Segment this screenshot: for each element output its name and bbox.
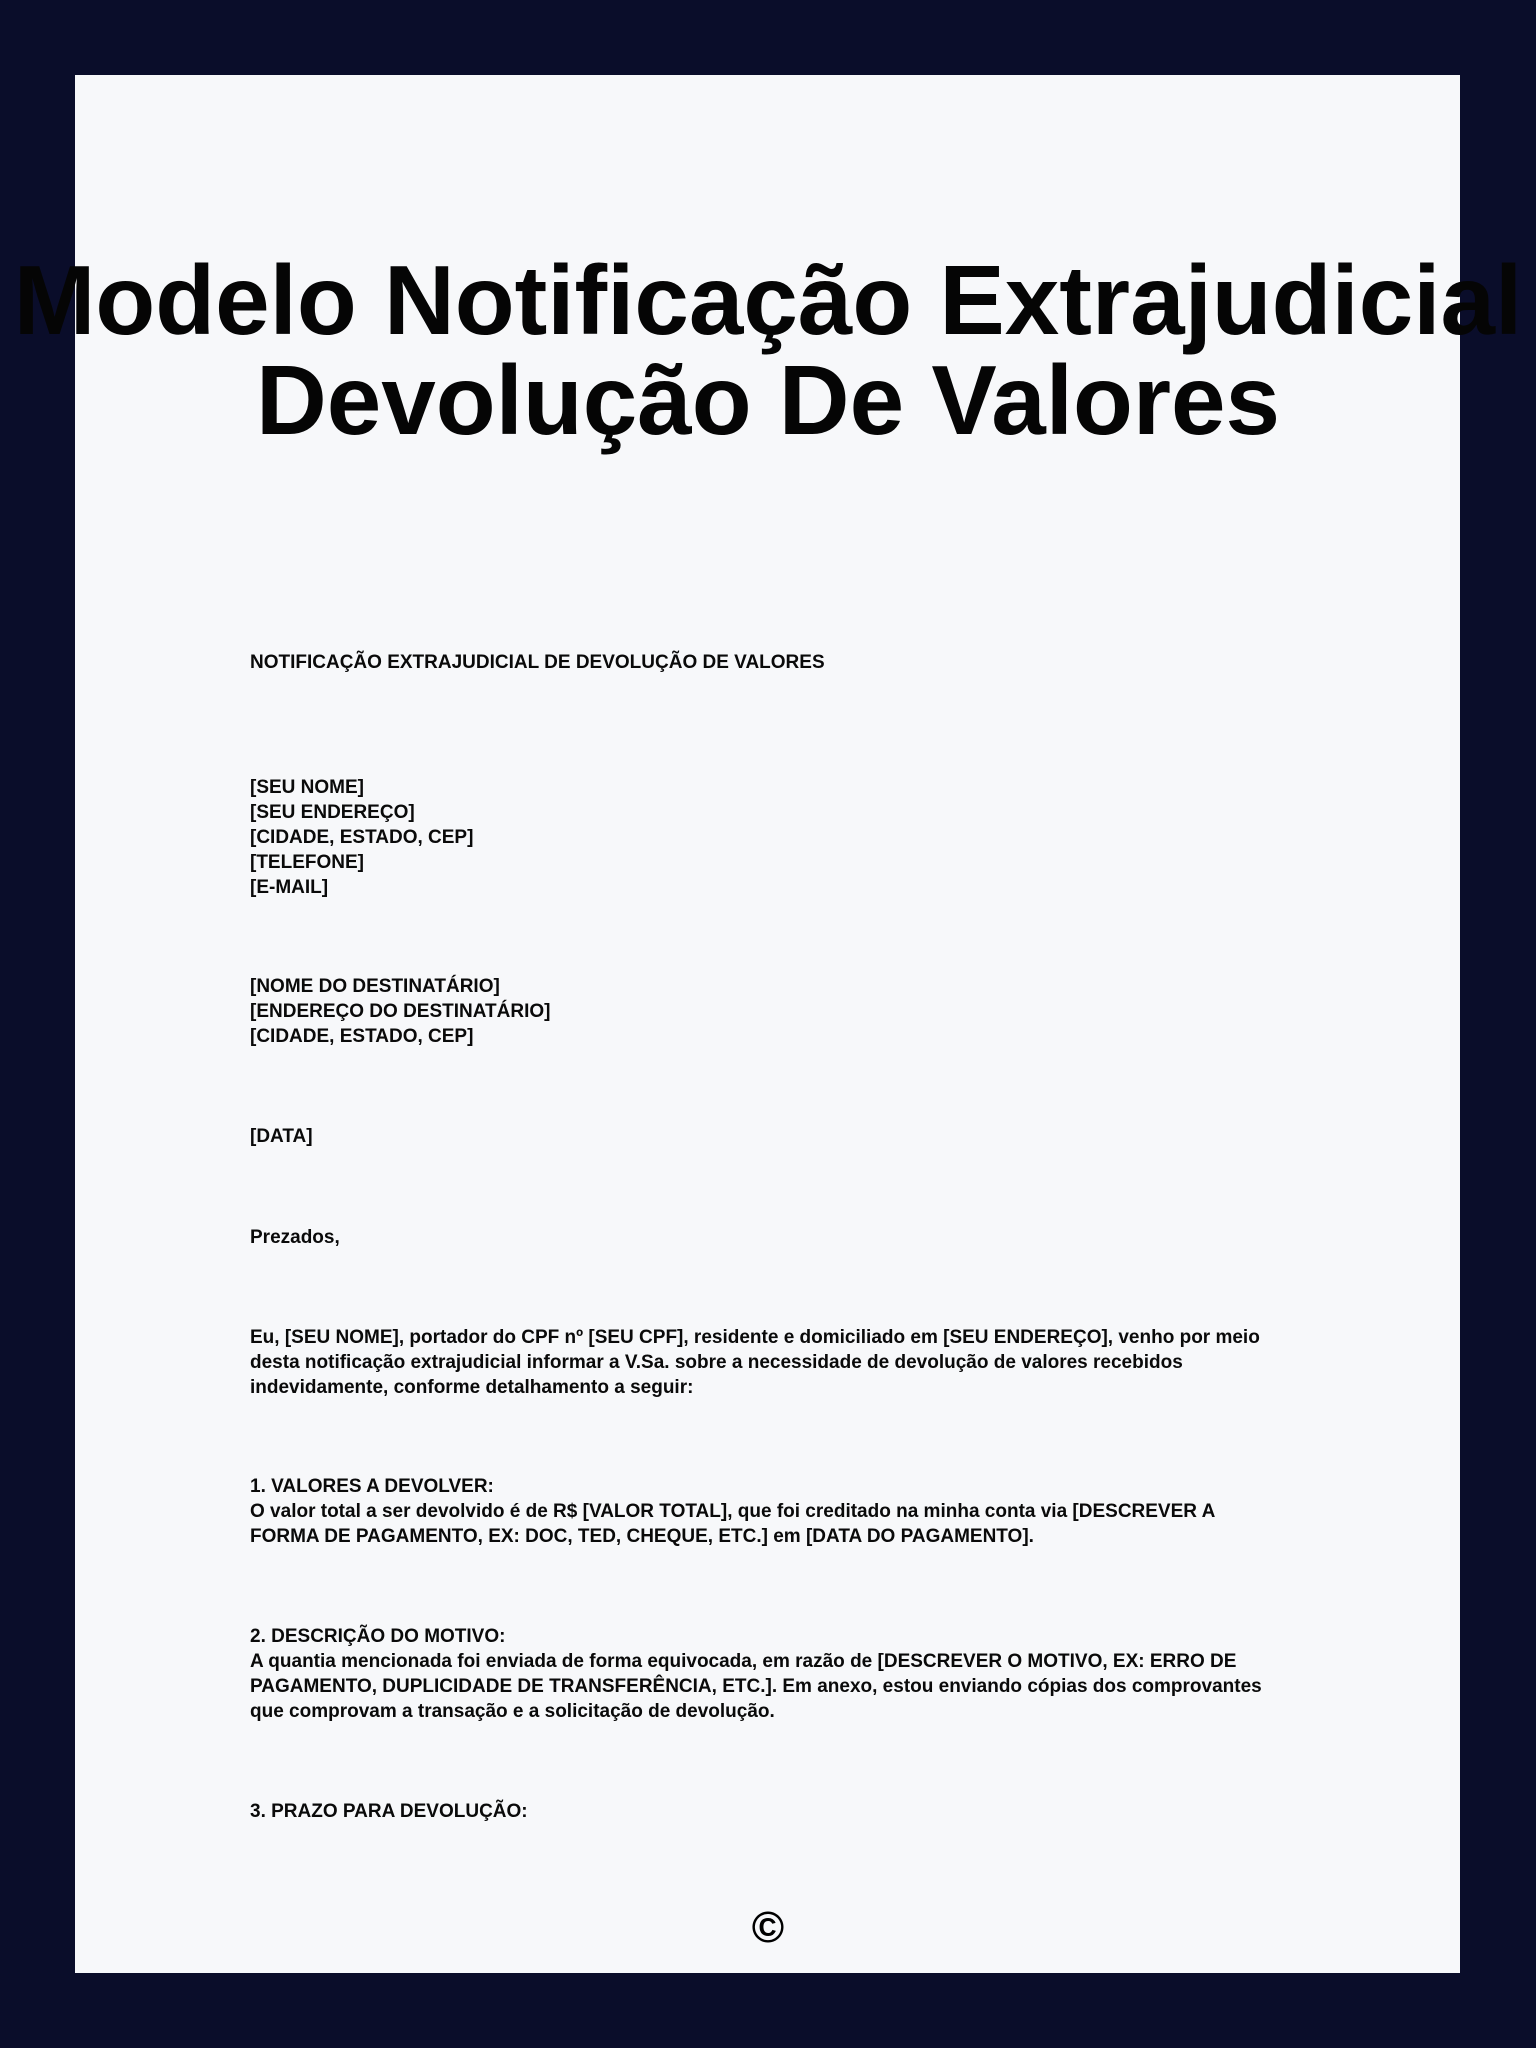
section-heading: 1. VALORES A DEVOLVER: [250, 1476, 494, 1497]
sender-city: [CIDADE, ESTADO, CEP] [250, 827, 474, 848]
recipient-block [250, 974, 1285, 1049]
date: [DATA] [250, 1126, 313, 1147]
section-heading: 3. PRAZO PARA DEVOLUÇÃO: [250, 1801, 528, 1822]
section-values [250, 1474, 1285, 1549]
sender-email: [E-MAIL] [250, 877, 329, 898]
sender-address: [SEU ENDEREÇO] [250, 802, 415, 823]
recipient-address: [ENDEREÇO DO DESTINATÁRIO] [250, 1001, 551, 1022]
section-heading: 2. DESCRIÇÃO DO MOTIVO: [250, 1626, 506, 1647]
sender-name: [SEU NOME] [250, 777, 364, 798]
sender-phone: [TELEFONE] [250, 852, 364, 873]
document-title: Modelo Notificação Extrajudicial Devolução De Valores [13, 245, 1523, 455]
sender-block [250, 775, 1285, 900]
section-body: A quantia mencionada foi enviada de forma equivocada, em razão de [DESCREVER O MOTIVO, EX: ERRO DE PAGAMENTO, DUPLICIDADE DE TRANSFERÊNCIA, ETC.]. Em anexo, estou enviando cópias dos comprovantes que comprovam a transação e a solicitação de devolução. [250, 1651, 1262, 1722]
section-reason [250, 1624, 1285, 1724]
intro-paragraph: Eu, [SEU NOME], portador do CPF nº [SEU CPF], residente e domiciliado em [SEU ENDEREÇO], venho por meio desta notificação extrajudicial informar a V.Sa. sobre a necessidade de devolução de valores recebidos indevidamente, conforme detalhamento a seguir: [250, 1327, 1260, 1398]
section-body: O valor total a ser devolvido é de R$ [VALOR TOTAL], que foi creditado na minha conta via [DESCREVER A FORMA DE PAGAMENTO, EX: DOC, TED, CHEQUE, ETC.] em [DATA DO PAGAMENTO]. [250, 1501, 1215, 1547]
document-heading: NOTIFICAÇÃO EXTRAJUDICIAL DE DEVOLUÇÃO DE VALORES [250, 652, 825, 673]
recipient-name: [NOME DO DESTINATÁRIO] [250, 976, 500, 997]
section-deadline [250, 1799, 1285, 1824]
copyright-icon: © [751, 1903, 785, 1952]
recipient-city: [CIDADE, ESTADO, CEP] [250, 1026, 474, 1047]
greeting: Prezados, [250, 1227, 340, 1248]
